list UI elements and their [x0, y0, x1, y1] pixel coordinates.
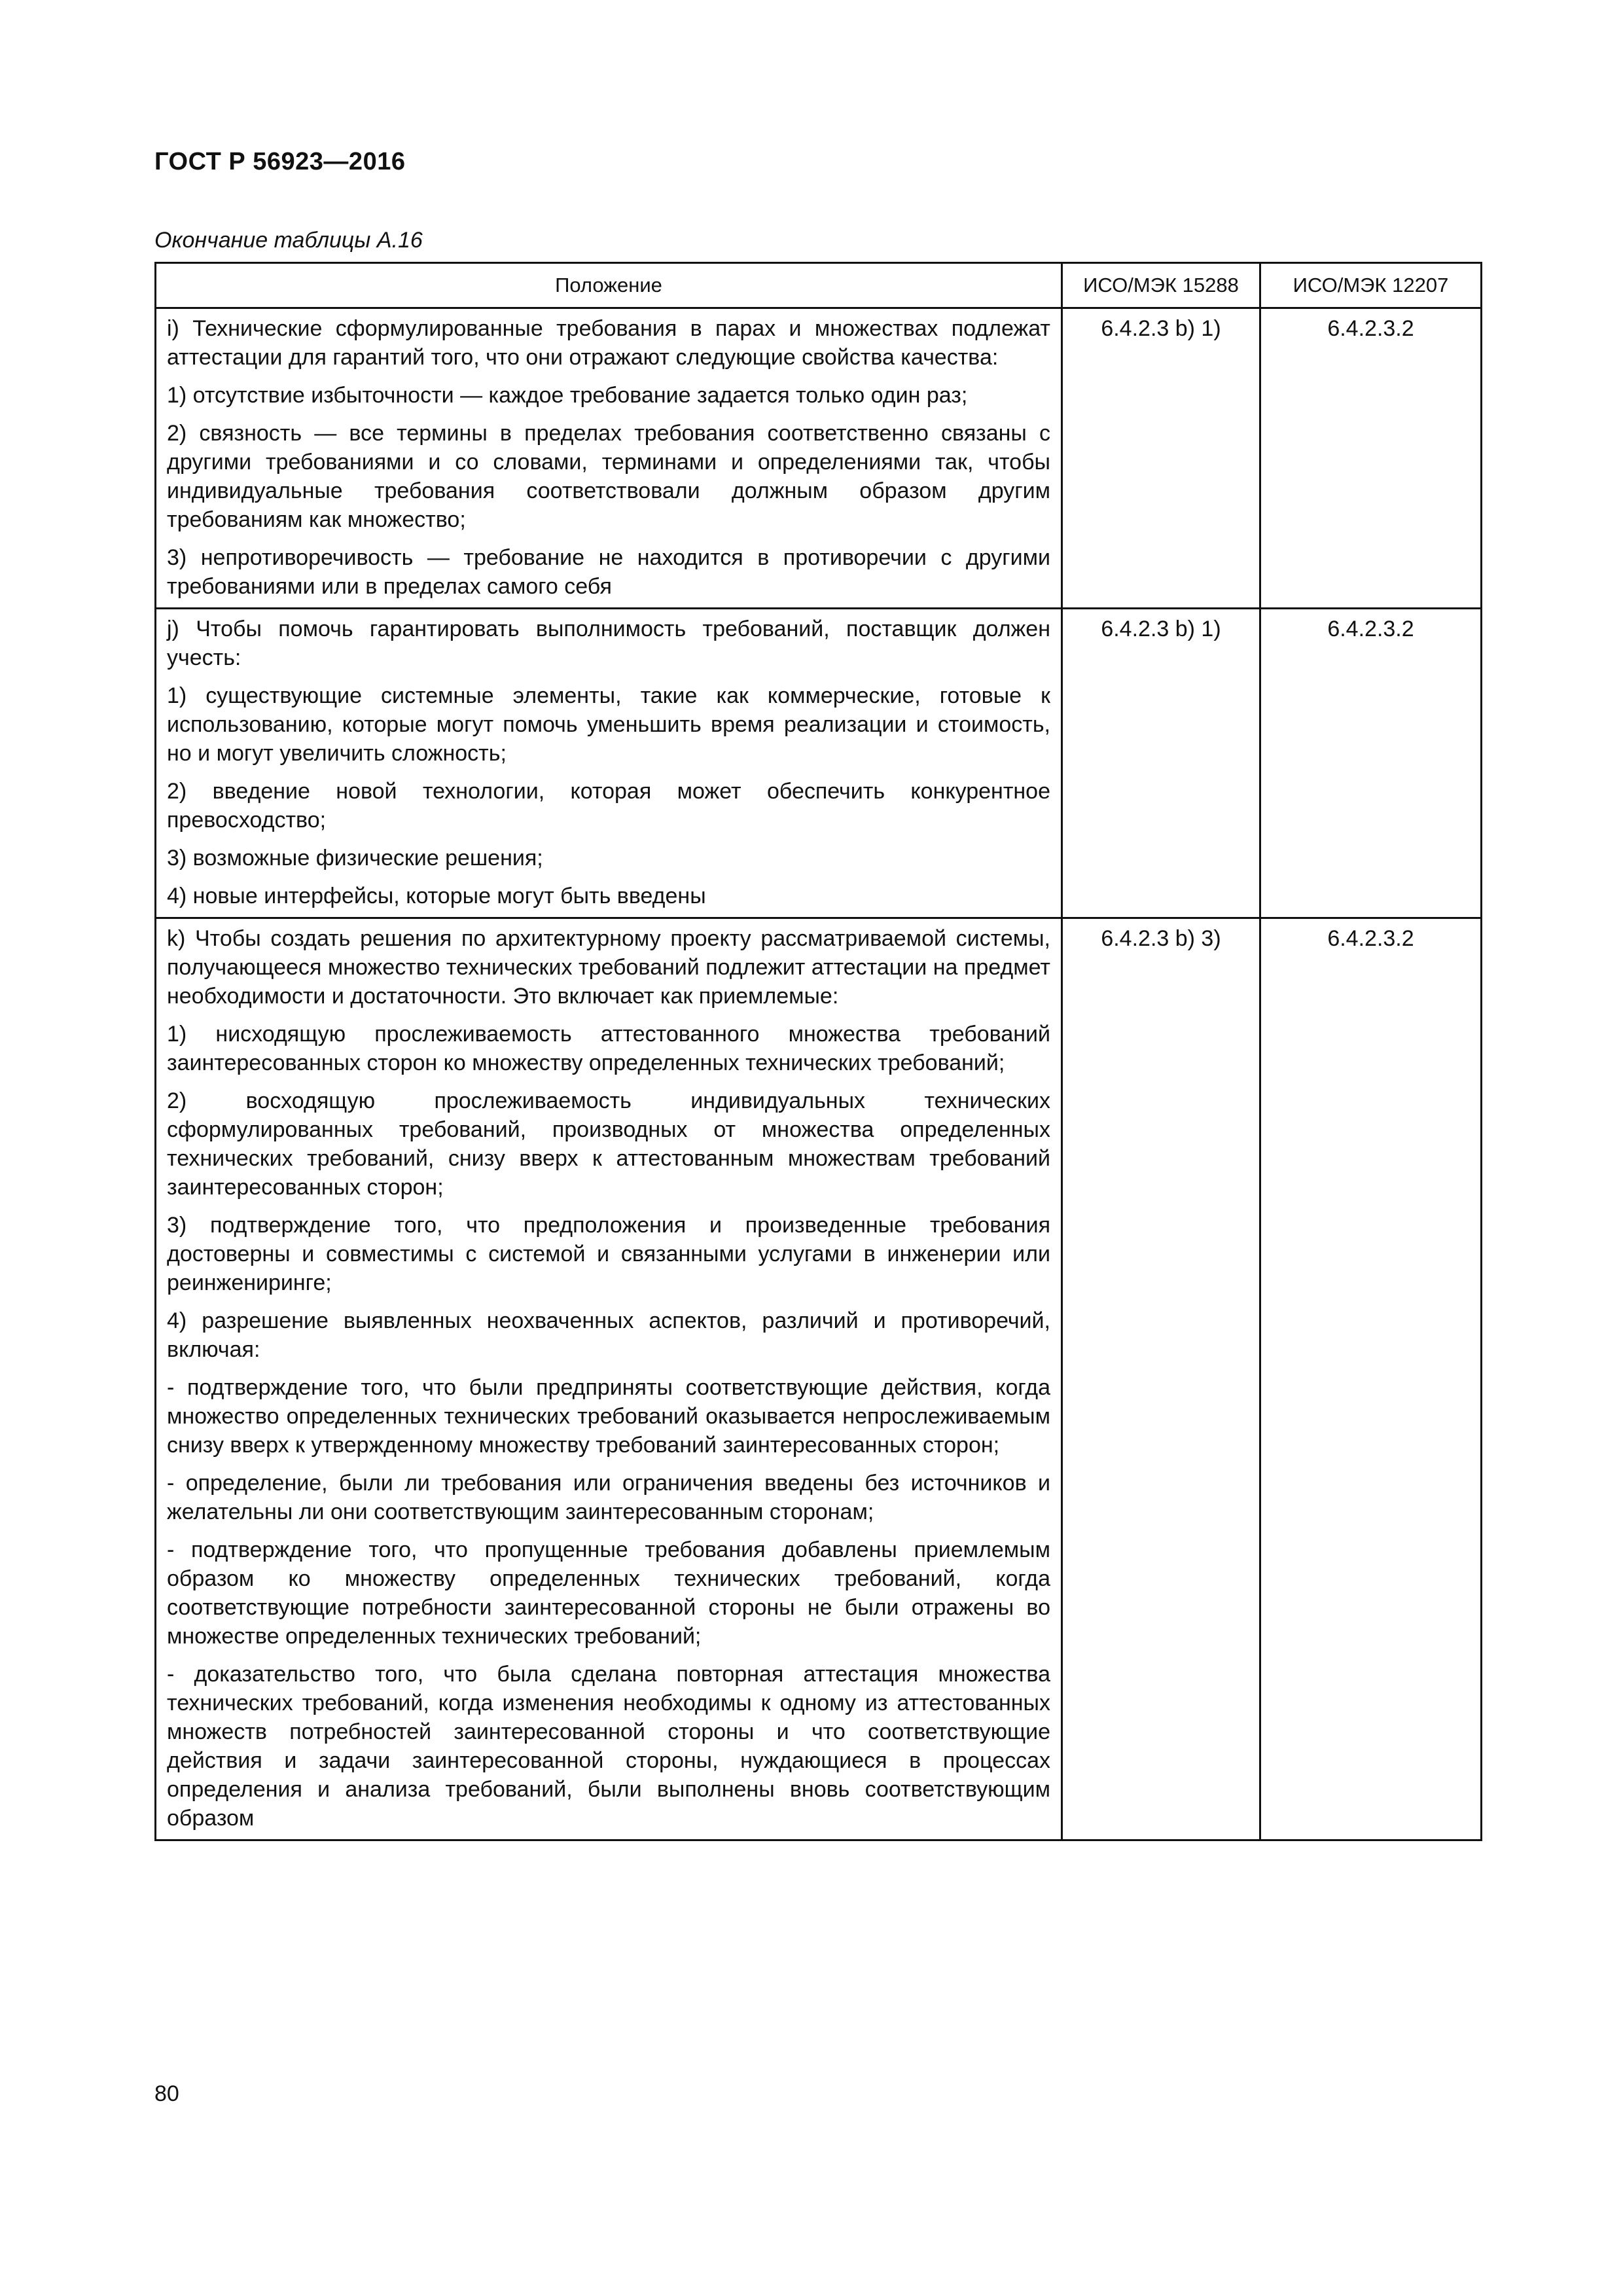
paragraph: k) Чтобы создать решения по архитектурному проекту рассматриваемой системы, получающееся множество технических требований подлежит аттестации на предмет необходимости и достаточности. Это включает как приемлемые:	[167, 926, 1050, 1009]
table-row	[156, 918, 1482, 1840]
iso-15288-cell: 6.4.2.3 b) 1)	[1062, 308, 1260, 609]
paragraph: i) Технические сформулированные требования в парах и множествах подлежат аттестации для гарантий того, что они отражают следующие свойства качества:	[167, 316, 1050, 370]
iso-12207-cell: 6.4.2.3.2	[1260, 308, 1482, 609]
position-cell	[156, 609, 1062, 918]
paragraph: 2) восходящую прослеживаемость индивидуальных технических сформулированных требований, производных от множества определенных технических требований, снизу вверх к аттестованным множествам требований заинтересованных сторон;	[167, 1088, 1050, 1200]
paragraph: - определение, были ли требования или ограничения введены без источников и желательны ли они соответствующим заинтересованным сторонам;	[167, 1471, 1050, 1524]
paragraph: 3) возможные физические решения;	[167, 846, 543, 870]
paragraph: - подтверждение того, что пропущенные требования добавлены приемлемым образом ко множеству определенных технических требований, когда соответствующие потребности заинтересованной стороны не были отражены во множестве определенных технических требований;	[167, 1537, 1050, 1649]
paragraph: 2) связность — все термины в пределах требования соответственно связаны с другими требованиями и со словами, терминами и определениями так, чтобы индивидуальные требования соответствовали должным образом другим требованиям как множество;	[167, 421, 1050, 532]
paragraph: 3) непротиворечивость — требование не находится в противоречии с другими требованиями или в пределах самого себя	[167, 545, 1050, 599]
table-row	[156, 308, 1482, 609]
paragraph: 4) разрешение выявленных неохваченных аспектов, различий и противоречий, включая:	[167, 1308, 1050, 1362]
column-header-iso-12207: ИСО/МЭК 12207	[1260, 263, 1482, 308]
requirements-table	[154, 262, 1482, 1841]
paragraph: j) Чтобы помочь гарантировать выполнимость требований, поставщик должен учесть:	[167, 617, 1050, 670]
table-header-row	[156, 263, 1482, 308]
iso-15288-cell: 6.4.2.3 b) 3)	[1062, 918, 1260, 1840]
paragraph: 2) введение новой технологии, которая может обеспечить конкурентное превосходство;	[167, 779, 1050, 833]
iso-15288-cell: 6.4.2.3 b) 1)	[1062, 609, 1260, 918]
paragraph: 1) отсутствие избыточности — каждое требование задается только один раз;	[167, 383, 968, 408]
position-cell	[156, 918, 1062, 1840]
column-header-iso-15288: ИСО/МЭК 15288	[1062, 263, 1260, 308]
paragraph: 3) подтверждение того, что предположения и произведенные требования достоверны и совместимы с системой и связанными услугами в инженерии или реинжениринге;	[167, 1213, 1050, 1295]
paragraph: 4) новые интерфейсы, которые могут быть введены	[167, 884, 706, 908]
paragraph: 1) существующие системные элементы, такие как коммерческие, готовые к использованию, которые могут помочь уменьшить время реализации и стоимость, но и могут увеличить сложность;	[167, 683, 1050, 766]
column-header-position: Положение	[156, 263, 1062, 308]
iso-12207-cell: 6.4.2.3.2	[1260, 609, 1482, 918]
position-cell	[156, 308, 1062, 609]
iso-12207-cell: 6.4.2.3.2	[1260, 918, 1482, 1840]
paragraph: - доказательство того, что была сделана повторная аттестация множества технических требований, когда изменения необходимы к одному из аттестованных множеств потребностей заинтересованной стороны и что соответствующие действия и задачи заинтересованной стороны, нуждающиеся в процессах определения и анализа требований, были выполнены вновь соответствующим образом	[167, 1662, 1050, 1831]
table-caption: Окончание таблицы А.16	[154, 228, 423, 253]
table-row	[156, 609, 1482, 918]
document-standard-title: ГОСТ Р 56923—2016	[154, 148, 406, 175]
paragraph: 1) нисходящую прослеживаемость аттестованного множества требований заинтересованных сторон ко множеству определенных технических требований;	[167, 1022, 1050, 1075]
page-number: 80	[154, 2081, 179, 2106]
paragraph: - подтверждение того, что были предприняты соответствующие действия, когда множество определенных технических требований оказывается непрослеживаемым снизу вверх к утвержденному множеству требований заинтересованных сторон;	[167, 1375, 1050, 1458]
